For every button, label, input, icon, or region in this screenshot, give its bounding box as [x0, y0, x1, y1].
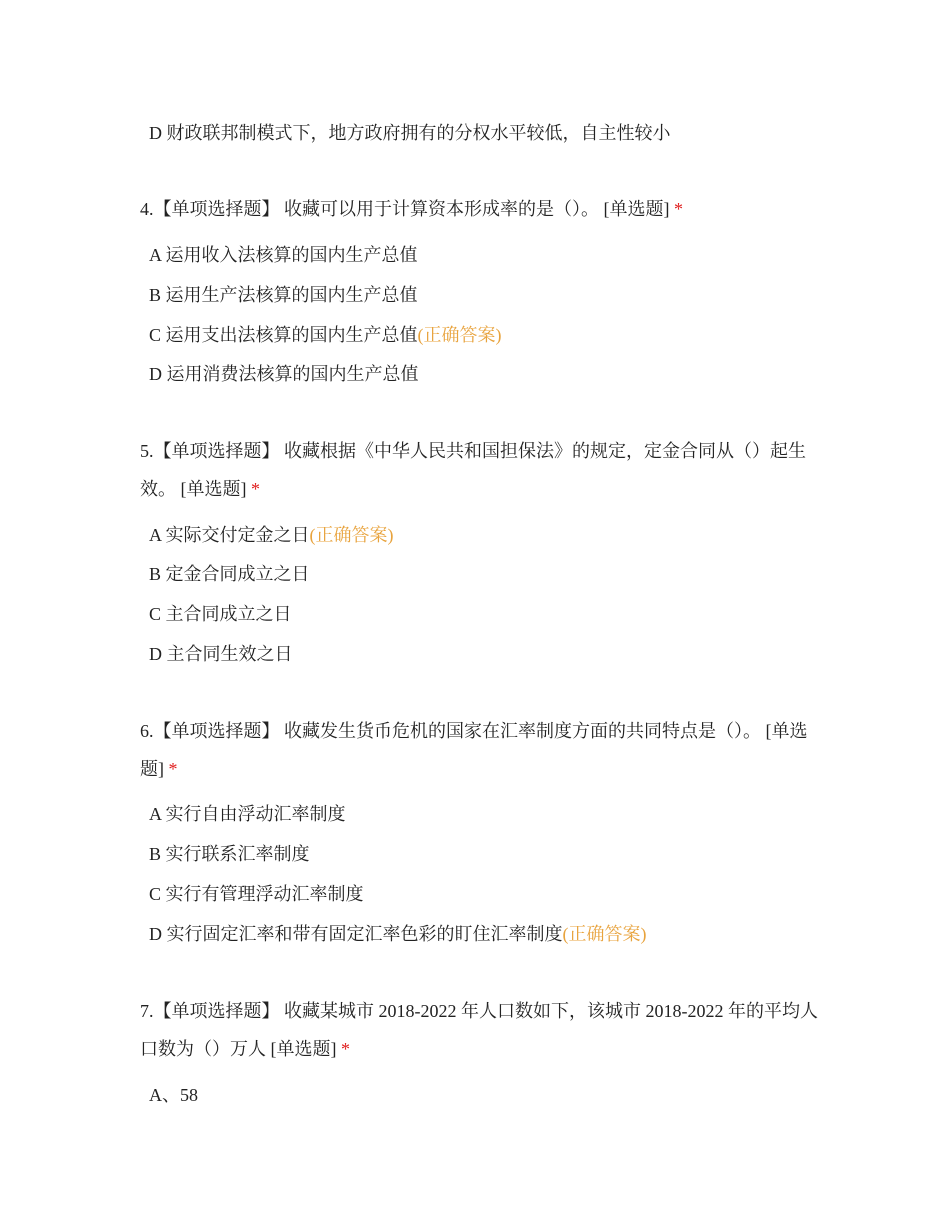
- question-6: [140, 712, 820, 788]
- option-d[interactable]: [149, 362, 419, 386]
- option-c[interactable]: [149, 602, 292, 626]
- option-text: C 主合同成立之日: [149, 604, 292, 624]
- option-text: C 运用支出法核算的国内生产总值: [149, 325, 418, 345]
- option-text: D 运用消费法核算的国内生产总值: [149, 364, 419, 384]
- question-4: [140, 190, 820, 228]
- option-text: B 定金合同成立之日: [149, 564, 310, 584]
- correct-answer-tag: (正确答案): [562, 924, 647, 944]
- question-type-label: [单选题]: [603, 199, 670, 219]
- option-text: D 财政联邦制模式下，地方政府拥有的分权水平较低，自主性较小: [149, 123, 671, 143]
- question-7: [140, 992, 820, 1068]
- option-text: A 实际交付定金之日: [149, 525, 310, 545]
- question-type-label: [单选题]: [270, 1039, 337, 1059]
- option-c[interactable]: [149, 882, 364, 906]
- option-b[interactable]: [149, 842, 310, 866]
- option-c[interactable]: [149, 323, 502, 347]
- option-a[interactable]: [149, 243, 418, 267]
- question-title: 7.【单项选择题】 收藏某城市 2018-2022 年人口数如下，该城市 2018-2022 年的平均人口数为（）万人: [140, 1001, 818, 1059]
- required-mark: *: [341, 1039, 350, 1059]
- option-text: B 运用生产法核算的国内生产总值: [149, 285, 418, 305]
- required-mark: *: [674, 199, 683, 219]
- option-text: A 实行自由浮动汇率制度: [149, 804, 346, 824]
- question-type-label: [单选题]: [180, 479, 247, 499]
- required-mark: *: [168, 759, 178, 779]
- option-text: B 实行联系汇率制度: [149, 844, 310, 864]
- option-d[interactable]: [149, 642, 293, 666]
- option-b[interactable]: [149, 283, 418, 307]
- option-a[interactable]: [149, 802, 346, 826]
- question-title: 4.【单项选择题】 收藏可以用于计算资本形成率的是（）。: [140, 199, 599, 219]
- option-d-prev[interactable]: [149, 121, 671, 145]
- option-text: D 实行固定汇率和带有固定汇率色彩的盯住汇率制度: [149, 924, 563, 944]
- question-title: 6.【单项选择题】 收藏发生货币危机的国家在汇率制度方面的共同特点是（）。: [140, 721, 761, 741]
- question-5: [140, 432, 820, 508]
- option-d[interactable]: [149, 922, 647, 946]
- option-text: C 实行有管理浮动汇率制度: [149, 884, 364, 904]
- option-b[interactable]: [149, 562, 310, 586]
- option-text: A 运用收入法核算的国内生产总值: [149, 245, 418, 265]
- option-a[interactable]: [149, 523, 394, 547]
- required-mark: *: [251, 479, 260, 499]
- correct-answer-tag: (正确答案): [417, 325, 502, 345]
- question-title: 5.【单项选择题】 收藏根据《中华人民共和国担保法》的规定，定金合同从（）起生效。: [140, 441, 806, 499]
- option-text: A、58: [149, 1085, 198, 1105]
- option-a[interactable]: [149, 1083, 198, 1107]
- question-type-label: [单选题]: [140, 721, 808, 779]
- correct-answer-tag: (正确答案): [309, 525, 394, 545]
- option-text: D 主合同生效之日: [149, 644, 293, 664]
